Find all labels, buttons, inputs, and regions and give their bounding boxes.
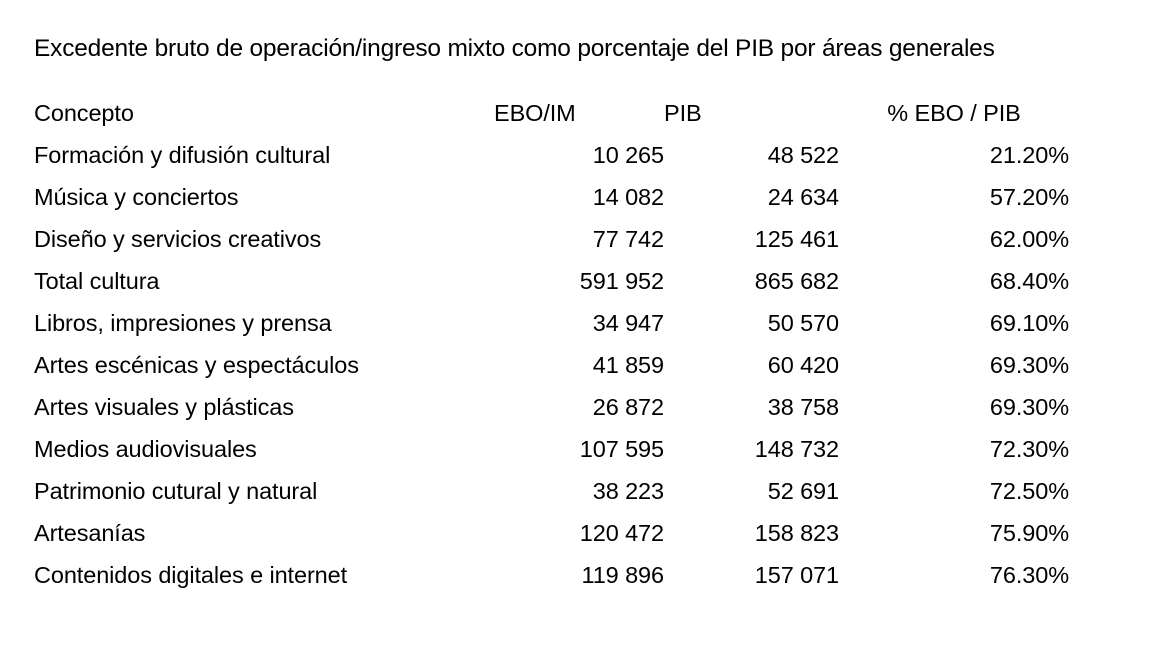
table-row [34,176,1069,218]
table-row [34,260,1069,302]
cell-concepto: Contenidos digitales e internet [34,562,348,588]
cell-pct: 72.50% [989,478,1069,504]
table-row [34,512,1069,554]
cell-pib: 60 420 [767,352,839,378]
cell-pct: 69.30% [989,352,1069,378]
cell-pct: 21.20% [989,142,1069,168]
cell-ebo-im: 26 872 [592,394,664,420]
cell-pct: 69.30% [989,394,1069,420]
cell-ebo-im: 41 859 [592,352,664,378]
cell-ebo-im: 34 947 [592,310,664,336]
table-row [34,470,1069,512]
cell-pct: 62.00% [989,226,1069,252]
table-body [34,134,1069,596]
cell-pct: 69.10% [989,310,1069,336]
cell-ebo-im: 14 082 [592,184,664,210]
cell-concepto: Diseño y servicios creativos [34,226,322,252]
cell-concepto: Música y conciertos [34,184,239,210]
cell-ebo-im: 77 742 [592,226,664,252]
cell-concepto: Total cultura [34,268,160,294]
cell-pib: 52 691 [767,478,839,504]
table-row [34,302,1069,344]
cell-pct: 68.40% [989,268,1069,294]
cell-pib: 157 071 [754,562,839,588]
cell-ebo-im: 107 595 [579,436,664,462]
cell-ebo-im: 591 952 [579,268,664,294]
cell-pib: 38 758 [767,394,839,420]
cell-pib: 158 823 [754,520,839,546]
cell-pib: 125 461 [754,226,839,252]
cell-concepto: Formación y difusión cultural [34,142,331,168]
cell-pib: 50 570 [767,310,839,336]
table-row [34,554,1069,596]
table-row [34,386,1069,428]
cell-concepto: Artes visuales y plásticas [34,394,294,420]
cell-pib: 48 522 [767,142,839,168]
table-header-row [34,92,1069,134]
cell-pib: 865 682 [754,268,839,294]
cell-concepto: Medios audiovisuales [34,436,257,462]
cell-pct: 57.20% [989,184,1069,210]
cell-concepto: Libros, impresiones y prensa [34,310,332,336]
cell-pct: 75.90% [989,520,1069,546]
cell-ebo-im: 119 896 [581,562,664,588]
column-header-pct: % EBO / PIB [887,100,1021,126]
table-row [34,428,1069,470]
page-title: Excedente bruto de operación/ingreso mixto como porcentaje del PIB por áreas generales [34,35,995,62]
ebo-pib-table [34,92,1069,596]
cell-pct: 72.30% [989,436,1069,462]
cell-ebo-im: 120 472 [579,520,664,546]
cell-ebo-im: 10 265 [592,142,664,168]
cell-concepto: Artesanías [34,520,146,546]
cell-ebo-im: 38 223 [592,478,664,504]
table-row [34,344,1069,386]
cell-pib: 148 732 [754,436,839,462]
column-header-ebo-im: EBO/IM [494,100,576,126]
cell-concepto: Artes escénicas y espectáculos [34,352,359,378]
column-header-concepto: Concepto [34,100,134,126]
table-header [34,92,1069,134]
cell-pct: 76.30% [989,562,1069,588]
table-row [34,218,1069,260]
column-header-pib: PIB [664,100,702,126]
table-row [34,134,1069,176]
cell-pib: 24 634 [767,184,839,210]
cell-concepto: Patrimonio cutural y natural [34,478,318,504]
